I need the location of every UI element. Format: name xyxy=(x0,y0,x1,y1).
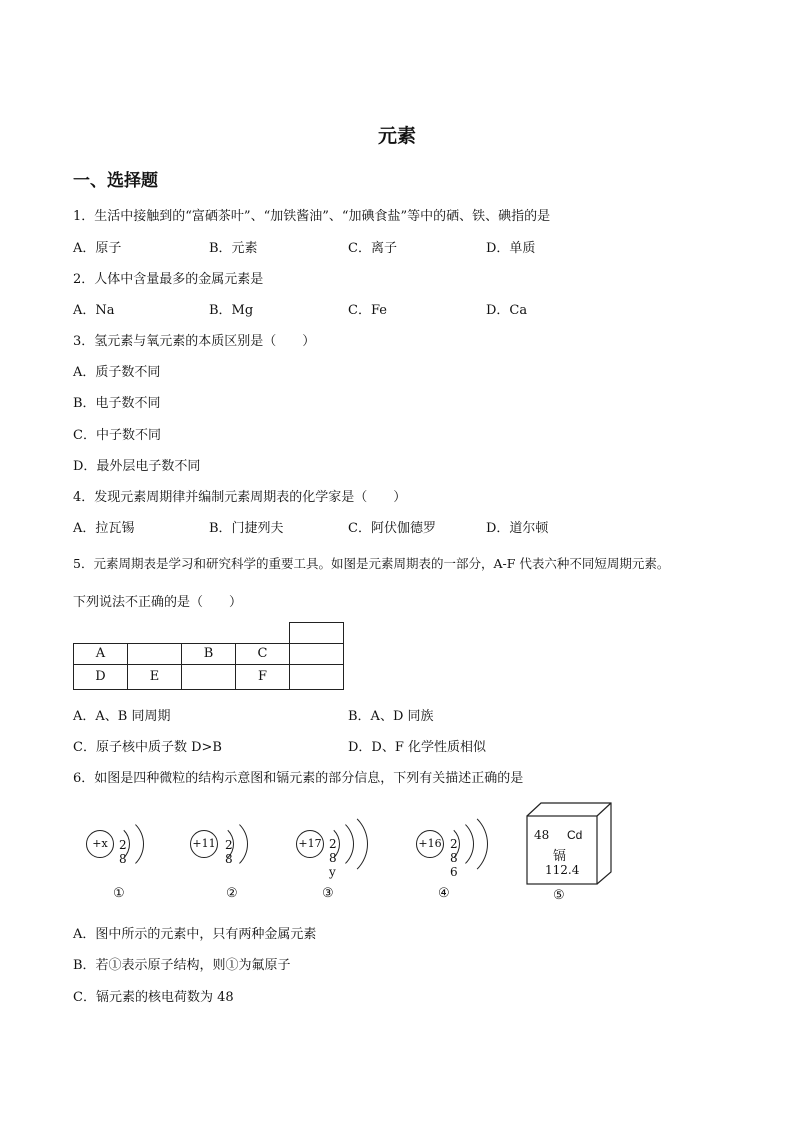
q1-option-c: C．离子 xyxy=(348,241,397,256)
q1-option-d: D．单质 xyxy=(486,241,536,256)
q2-option-c: C．Fe xyxy=(348,303,387,318)
q2-option-d: D．Ca xyxy=(486,303,528,318)
electron-config: 2 8 xyxy=(225,838,233,866)
cell-empty xyxy=(290,644,344,665)
cell-d: D xyxy=(74,665,128,690)
diagram-label: ① xyxy=(113,886,125,901)
q2-option-a: A．Na xyxy=(73,303,115,318)
diagram-label: ③ xyxy=(322,886,334,901)
electron-config: 2 8 y xyxy=(329,837,337,879)
q5-stem-line2: 下列说法不正确的是（ ） xyxy=(73,595,243,610)
q4-option-c: C．阿伏伽德罗 xyxy=(348,521,436,536)
cell-empty xyxy=(290,665,344,690)
atomic-number: 48 xyxy=(534,828,550,842)
q4-stem: 4．发现元素周期律并编制元素周期表的化学家是（ ） xyxy=(73,490,407,505)
electron-config: 2 8 6 xyxy=(450,837,458,879)
q2-option-b: B．Mg xyxy=(209,303,254,318)
cell-empty xyxy=(182,665,236,690)
q3-option-a: A．质子数不同 xyxy=(73,365,161,380)
cell-a: A xyxy=(74,644,128,665)
q4-option-a: A．拉瓦锡 xyxy=(73,521,135,536)
atomic-mass: 112.4 xyxy=(545,863,580,877)
q5-option-c: C．原子核中质子数 D>B xyxy=(73,740,222,755)
element-symbol: Cd xyxy=(567,828,583,842)
electron-config: 2 8 xyxy=(119,838,127,866)
q6-option-b: B．若①表示原子结构，则①为氟原子 xyxy=(73,958,291,973)
diagram-label: ⑤ xyxy=(553,888,565,903)
q6-option-a: A．图中所示的元素中，只有两种金属元素 xyxy=(73,927,317,942)
cell-c: C xyxy=(236,644,290,665)
q3-stem: 3．氢元素与氧元素的本质区别是（ ） xyxy=(73,334,316,349)
nucleus: +11 xyxy=(190,830,218,858)
q6-stem: 6．如图是四种微粒的结构示意图和镉元素的部分信息，下列有关描述正确的是 xyxy=(73,771,524,786)
cell-e: E xyxy=(128,665,182,690)
q4-option-b: B．门捷列夫 xyxy=(209,521,284,536)
element-name: 镉 xyxy=(553,849,567,864)
q3-option-c: C．中子数不同 xyxy=(73,428,161,443)
diagram-label: ② xyxy=(226,886,238,901)
q1-stem: 1．生活中接触到的“富硒茶叶”、“加铁酱油”、“加碘食盐”等中的硒、铁、碘指的是 xyxy=(73,209,551,224)
cell-f: F xyxy=(236,665,290,690)
cell-empty xyxy=(128,644,182,665)
q2-stem: 2．人体中含量最多的金属元素是 xyxy=(73,272,264,287)
q5-stem-line1: 5．元素周期表是学习和研究科学的重要工具。如图是元素周期表的一部分，A-F 代表六种不同短周期元素。 xyxy=(73,556,670,571)
q4-option-d: D．道尔顿 xyxy=(486,521,549,536)
nucleus: +16 xyxy=(416,830,444,858)
periodic-table-fragment xyxy=(73,622,344,690)
q1-option-a: A．原子 xyxy=(73,241,122,256)
q3-option-d: D．最外层电子数不同 xyxy=(73,459,201,474)
nucleus: +17 xyxy=(296,830,324,858)
q6-option-c: C．镉元素的核电荷数为 48 xyxy=(73,990,234,1005)
cell-b: B xyxy=(182,644,236,665)
section-heading: 一、选择题 xyxy=(73,171,158,191)
q5-option-b: B．A、D 同族 xyxy=(348,709,434,724)
q5-option-d: D．D、F 化学性质相似 xyxy=(348,740,486,755)
diagram-label: ④ xyxy=(438,886,450,901)
q5-option-a: A．A、B 同周期 xyxy=(73,709,171,724)
q1-option-b: B．元素 xyxy=(209,241,258,256)
q3-option-b: B．电子数不同 xyxy=(73,396,161,411)
page-title: 元素 xyxy=(377,125,416,147)
nucleus: +x xyxy=(86,830,114,858)
